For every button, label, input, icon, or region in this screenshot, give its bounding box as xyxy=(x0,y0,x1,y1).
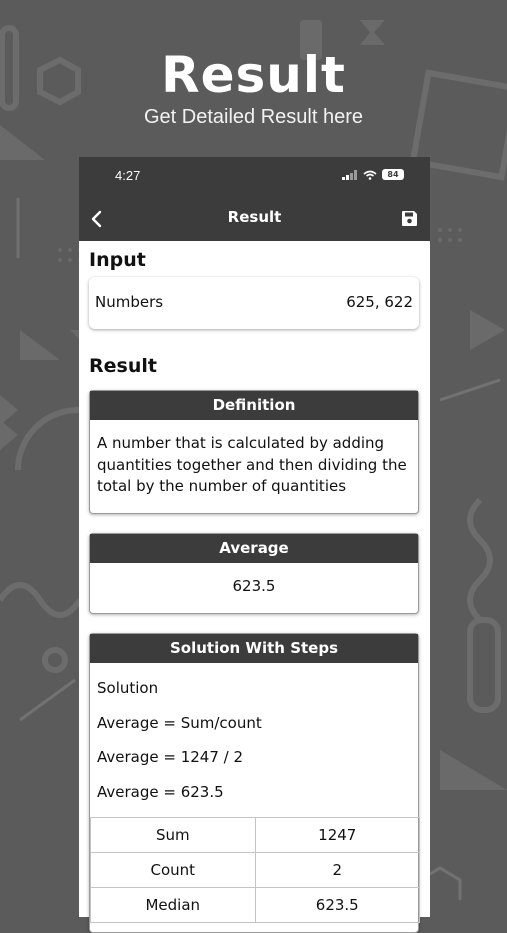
table-row xyxy=(91,818,420,853)
table-row xyxy=(91,853,420,888)
hero-subtitle: Get Detailed Result here xyxy=(143,106,363,128)
table-cell-label: Sum xyxy=(91,818,256,853)
nav-title: Result xyxy=(227,208,282,226)
signal-icon xyxy=(342,170,358,180)
hero-title: Result xyxy=(161,46,346,104)
average-header: Average xyxy=(90,534,418,563)
floppy-disk-icon[interactable] xyxy=(401,210,418,227)
table-cell-value: 1247 xyxy=(255,818,419,853)
table-row xyxy=(91,888,420,923)
input-heading: Input xyxy=(89,249,146,271)
step-line: Solution xyxy=(97,679,159,697)
result-heading: Result xyxy=(89,355,157,377)
table-cell-label: Count xyxy=(91,853,256,888)
table-cell-label: Median xyxy=(91,888,256,923)
definition-text: A number that is calculated by adding quantities together and then dividing the total by the number of quantities xyxy=(97,434,407,495)
step-line: Average = 1247 / 2 xyxy=(97,748,244,766)
wifi-icon xyxy=(363,170,377,180)
solution-panel xyxy=(89,633,419,933)
phone-frame xyxy=(79,157,430,917)
input-label: Numbers xyxy=(95,293,164,311)
solution-header: Solution With Steps xyxy=(90,634,418,663)
status-time: 4:27 xyxy=(115,168,141,183)
average-panel xyxy=(89,533,419,614)
status-bar xyxy=(79,157,430,197)
step-line: Average = 623.5 xyxy=(97,783,224,801)
average-value: 623.5 xyxy=(232,577,276,595)
input-card xyxy=(89,277,419,329)
battery-icon: 84 xyxy=(382,169,404,180)
input-value: 625, 622 xyxy=(346,293,413,311)
definition-panel xyxy=(89,390,419,514)
summary-table xyxy=(90,817,420,923)
table-cell-value: 623.5 xyxy=(255,888,419,923)
nav-bar xyxy=(79,197,430,241)
step-line: Average = Sum/count xyxy=(97,714,262,732)
table-cell-value: 2 xyxy=(255,853,419,888)
status-icons xyxy=(342,169,404,180)
definition-header: Definition xyxy=(90,391,418,420)
